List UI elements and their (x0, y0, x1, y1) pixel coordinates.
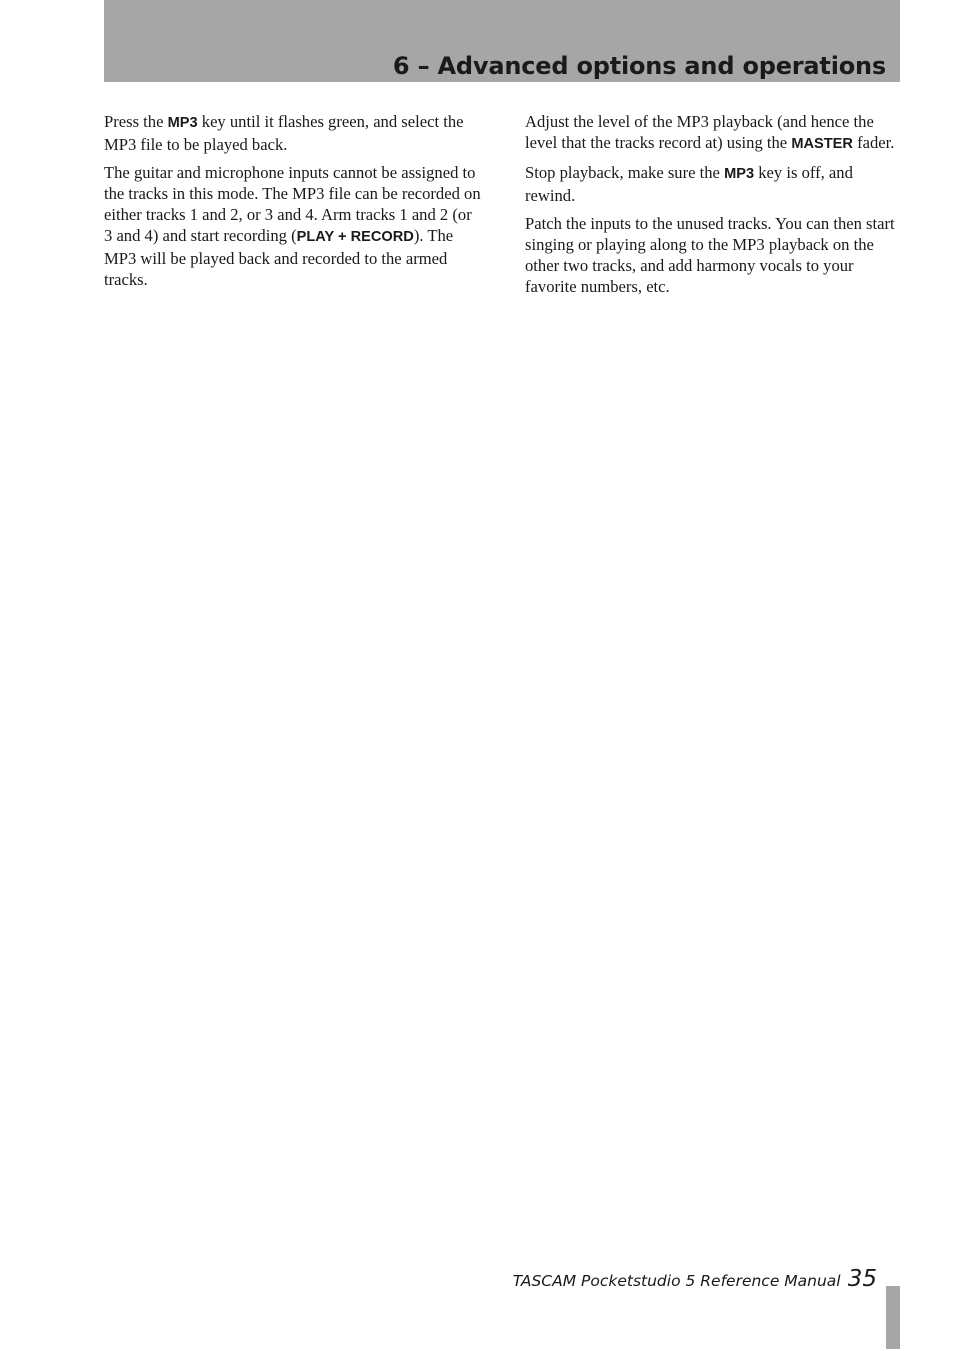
key-label-play: PLAY (296, 229, 334, 245)
manual-title: TASCAM Pocketstudio 5 Reference Manual (512, 1272, 841, 1290)
right-column (525, 111, 900, 304)
paragraph-adjust-level (525, 111, 900, 155)
left-column (104, 111, 482, 297)
key-label-mp3: MP3 (167, 115, 198, 131)
text-run: The guitar and microphone inputs cannot be assigned to the tracks in this mode. The MP3 file can be recorded on either tracks 1 and 2, or 3 and 4. Arm tracks 1 and 2 (or 3 and 4) and start recording ( (104, 163, 481, 245)
chapter-header-band (104, 0, 900, 82)
page-footer (513, 1266, 877, 1292)
chapter-title: 6 – Advanced options and operations (392, 52, 886, 80)
key-label-master: MASTER (791, 136, 853, 152)
text-run: Stop playback, make sure the (525, 163, 725, 182)
paragraph-record-tracks (104, 162, 482, 290)
key-label-plus: + (333, 229, 351, 245)
page-edge-tab (886, 1286, 900, 1349)
key-label-record: RECORD (350, 229, 414, 245)
key-label-mp3: MP3 (724, 166, 755, 182)
text-run: fader. (852, 133, 895, 152)
text-run: Adjust the level of the MP3 playback (and hence the level that the tracks record at) using the (525, 112, 874, 152)
paragraph-stop-playback (525, 162, 900, 206)
text-run: ). The MP3 will be played back and recorded to the armed tracks. (104, 226, 454, 289)
paragraph-patch-inputs: Patch the inputs to the unused tracks. You can then start singing or playing along to the MP3 playback on the other two tracks, and add harmony vocals to your favorite numbers, etc. (525, 214, 895, 296)
text-run: key is off, and rewind. (525, 163, 853, 205)
paragraph-select-mp3 (104, 111, 482, 155)
text-run: key until it flashes green, and select the MP3 file to be played back. (104, 112, 464, 154)
text-run: Press the (104, 112, 168, 131)
page-number: 35 (847, 1266, 877, 1292)
